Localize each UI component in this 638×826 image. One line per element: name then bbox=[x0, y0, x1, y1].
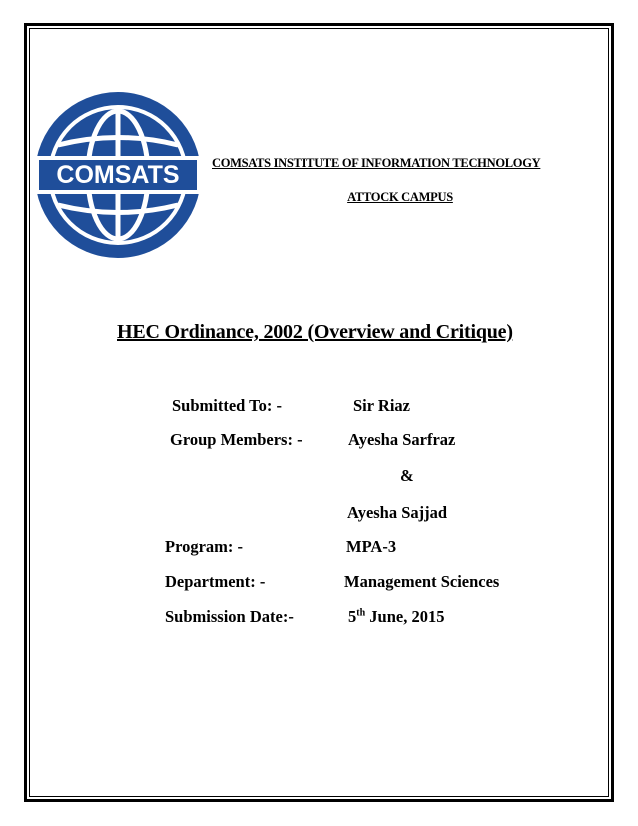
submission-day-suffix: th bbox=[356, 607, 366, 619]
program-value: MPA-3 bbox=[346, 537, 397, 556]
submission-date-value bbox=[348, 607, 444, 627]
department-value: Management Sciences bbox=[344, 572, 500, 591]
comsats-logo bbox=[33, 90, 203, 260]
member-2: Ayesha Sajjad bbox=[347, 503, 448, 522]
logo-text: COMSATS bbox=[56, 161, 180, 189]
submission-month-year: June, 2015 bbox=[365, 607, 445, 626]
submitted-to-label: Submitted To: - bbox=[172, 396, 283, 415]
submitted-to-value: Sir Riaz bbox=[353, 396, 410, 415]
member-1: Ayesha Sarfraz bbox=[348, 430, 456, 449]
submission-date-label: Submission Date:- bbox=[165, 607, 294, 626]
department-label: Department: - bbox=[165, 572, 266, 591]
submission-day: 5 bbox=[348, 607, 357, 626]
institute-name: COMSATS INSTITUTE OF INFORMATION TECHNOLOGY bbox=[212, 156, 541, 170]
document-title: HEC Ordinance, 2002 (Overview and Critique) bbox=[117, 321, 513, 343]
ampersand: & bbox=[400, 466, 414, 485]
campus-name: ATTOCK CAMPUS bbox=[347, 190, 453, 204]
group-members-label: Group Members: - bbox=[170, 430, 303, 449]
program-label: Program: - bbox=[165, 537, 244, 556]
